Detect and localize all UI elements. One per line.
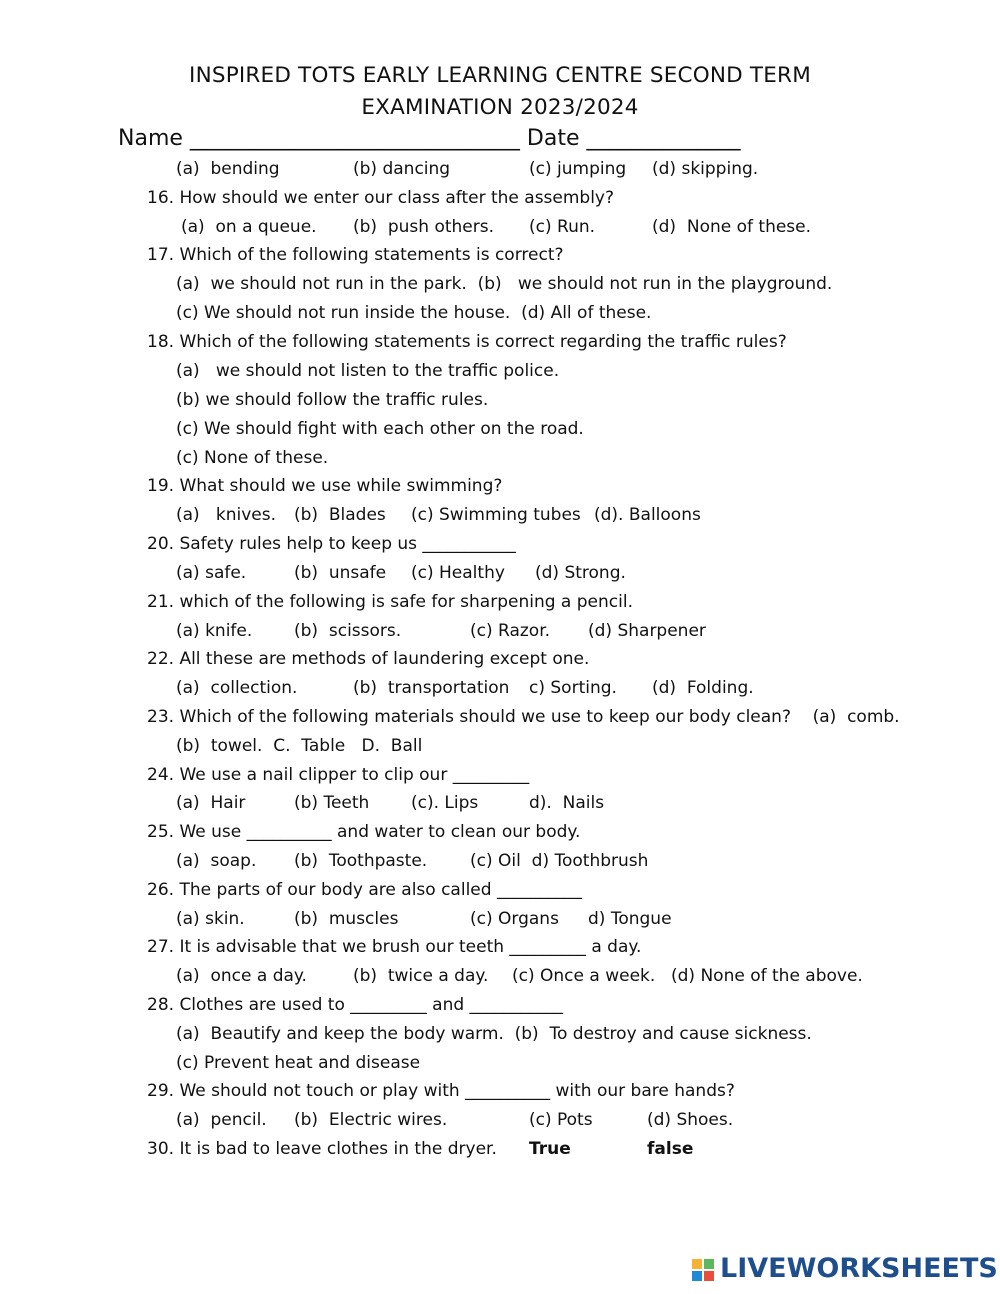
- q29-option-d: (d) Shoes.: [647, 1110, 734, 1130]
- question-18: 18. Which of the following statements is correct regarding the traffic rules?: [147, 332, 787, 352]
- question-24: 24. We use a nail clipper to clip our _________: [147, 765, 530, 785]
- q27-option-d: (d) None of the above.: [671, 966, 863, 986]
- q20-option-b: (b) unsafe: [294, 563, 387, 583]
- q29-option-b: (b) Electric wires.: [294, 1110, 448, 1130]
- q24-option-a: (a) Hair: [176, 793, 246, 813]
- q19-option-d: (d). Balloons: [594, 505, 701, 525]
- question-28: 28. Clothes are used to _________ and ___________: [147, 995, 564, 1015]
- liveworksheets-mark-icon: [692, 1259, 716, 1281]
- q25-option-a: (a) soap.: [176, 851, 257, 871]
- q28-options-line1: (a) Beautify and keep the body warm. (b) To destroy and cause sickness.: [176, 1024, 812, 1044]
- q25-option-cd: (c) Oil d) Toothbrush: [470, 851, 649, 871]
- q17-options-line1: (a) we should not run in the park. (b) we should not run in the playground.: [176, 274, 833, 294]
- question-26: 26. The parts of our body are also called __________: [147, 880, 582, 900]
- q19-option-b: (b) Blades: [294, 505, 386, 525]
- q22-option-b: (b) transportation: [353, 678, 510, 698]
- q22-option-d: (d) Folding.: [652, 678, 754, 698]
- q20-option-c: (c) Healthy: [411, 563, 505, 583]
- q15-option-d: (d) skipping.: [652, 159, 759, 179]
- q18-option-a: (a) we should not listen to the traffic police.: [176, 361, 560, 381]
- q29-option-a: (a) pencil.: [176, 1110, 267, 1130]
- q26-option-c: (c) Organs: [470, 909, 559, 929]
- q26-option-a: (a) skin.: [176, 909, 245, 929]
- q29-option-c: (c) Pots: [529, 1110, 593, 1130]
- question-16: 16. How should we enter our class after the assembly?: [147, 188, 615, 208]
- q16-option-c: (c) Run.: [529, 217, 596, 237]
- q24-option-b: (b) Teeth: [294, 793, 370, 813]
- question-17: 17. Which of the following statements is correct?: [147, 245, 564, 265]
- q15-option-b: (b) dancing: [353, 159, 451, 179]
- q24-option-c: (c). Lips: [411, 793, 479, 813]
- exam-title-line1: INSPIRED TOTS EARLY LEARNING CENTRE SECOND TERM: [189, 63, 811, 88]
- q19-option-c: (c) Swimming tubes: [411, 505, 581, 525]
- q30-true-option[interactable]: True: [529, 1139, 571, 1159]
- q20-option-d: (d) Strong.: [535, 563, 626, 583]
- q27-option-b: (b) twice a day.: [353, 966, 489, 986]
- question-21: 21. which of the following is safe for sharpening a pencil.: [147, 592, 633, 612]
- q27-option-c: (c) Once a week.: [512, 966, 656, 986]
- q21-option-c: (c) Razor.: [470, 621, 551, 641]
- q23-options-line1: (b) towel. C. Table D. Ball: [176, 736, 423, 756]
- q20-option-a: (a) safe.: [176, 563, 247, 583]
- q18-option-d: (c) None of these.: [176, 448, 329, 468]
- q24-option-d: d). Nails: [529, 793, 605, 813]
- q16-option-d: (d) None of these.: [652, 217, 812, 237]
- q16-option-a: (a) on a queue.: [181, 217, 317, 237]
- q25-option-b: (b) Toothpaste.: [294, 851, 428, 871]
- question-20: 20. Safety rules help to keep us ___________: [147, 534, 516, 554]
- question-22: 22. All these are methods of laundering except one.: [147, 649, 590, 669]
- question-30: 30. It is bad to leave clothes in the dryer.: [147, 1139, 497, 1159]
- q18-option-c: (c) We should fight with each other on the road.: [176, 419, 584, 439]
- name-date-row: Name ______________________________ Date ______________: [118, 126, 741, 151]
- liveworksheets-wordmark: LIVEWORKSHEETS: [720, 1253, 998, 1284]
- q21-option-b: (b) scissors.: [294, 621, 402, 641]
- q21-option-a: (a) knife.: [176, 621, 253, 641]
- question-27: 27. It is advisable that we brush our teeth _________ a day.: [147, 937, 642, 957]
- q15-option-c: (c) jumping: [529, 159, 627, 179]
- q19-option-a: (a) knives.: [176, 505, 277, 525]
- q27-option-a: (a) once a day.: [176, 966, 307, 986]
- question-19: 19. What should we use while swimming?: [147, 476, 503, 496]
- question-23: 23. Which of the following materials should we use to keep our body clean? (a) comb.: [147, 707, 900, 727]
- q21-option-d: (d) Sharpener: [588, 621, 706, 641]
- q30-false-option[interactable]: false: [647, 1139, 694, 1159]
- q26-option-b: (b) muscles: [294, 909, 399, 929]
- question-29: 29. We should not touch or play with __________ with our bare hands?: [147, 1081, 735, 1101]
- q16-option-b: (b) push others.: [353, 217, 495, 237]
- exam-title-line2: EXAMINATION 2023/2024: [361, 95, 639, 120]
- q18-option-b: (b) we should follow the traffic rules.: [176, 390, 489, 410]
- q22-option-c: c) Sorting.: [529, 678, 617, 698]
- q17-options-line2: (c) We should not run inside the house. (d) All of these.: [176, 303, 652, 323]
- q26-option-d: d) Tongue: [588, 909, 672, 929]
- question-25: 25. We use __________ and water to clean our body.: [147, 822, 581, 842]
- q28-options-line2: (c) Prevent heat and disease: [176, 1053, 421, 1073]
- q15-option-a: (a) bending: [176, 159, 280, 179]
- q22-option-a: (a) collection.: [176, 678, 298, 698]
